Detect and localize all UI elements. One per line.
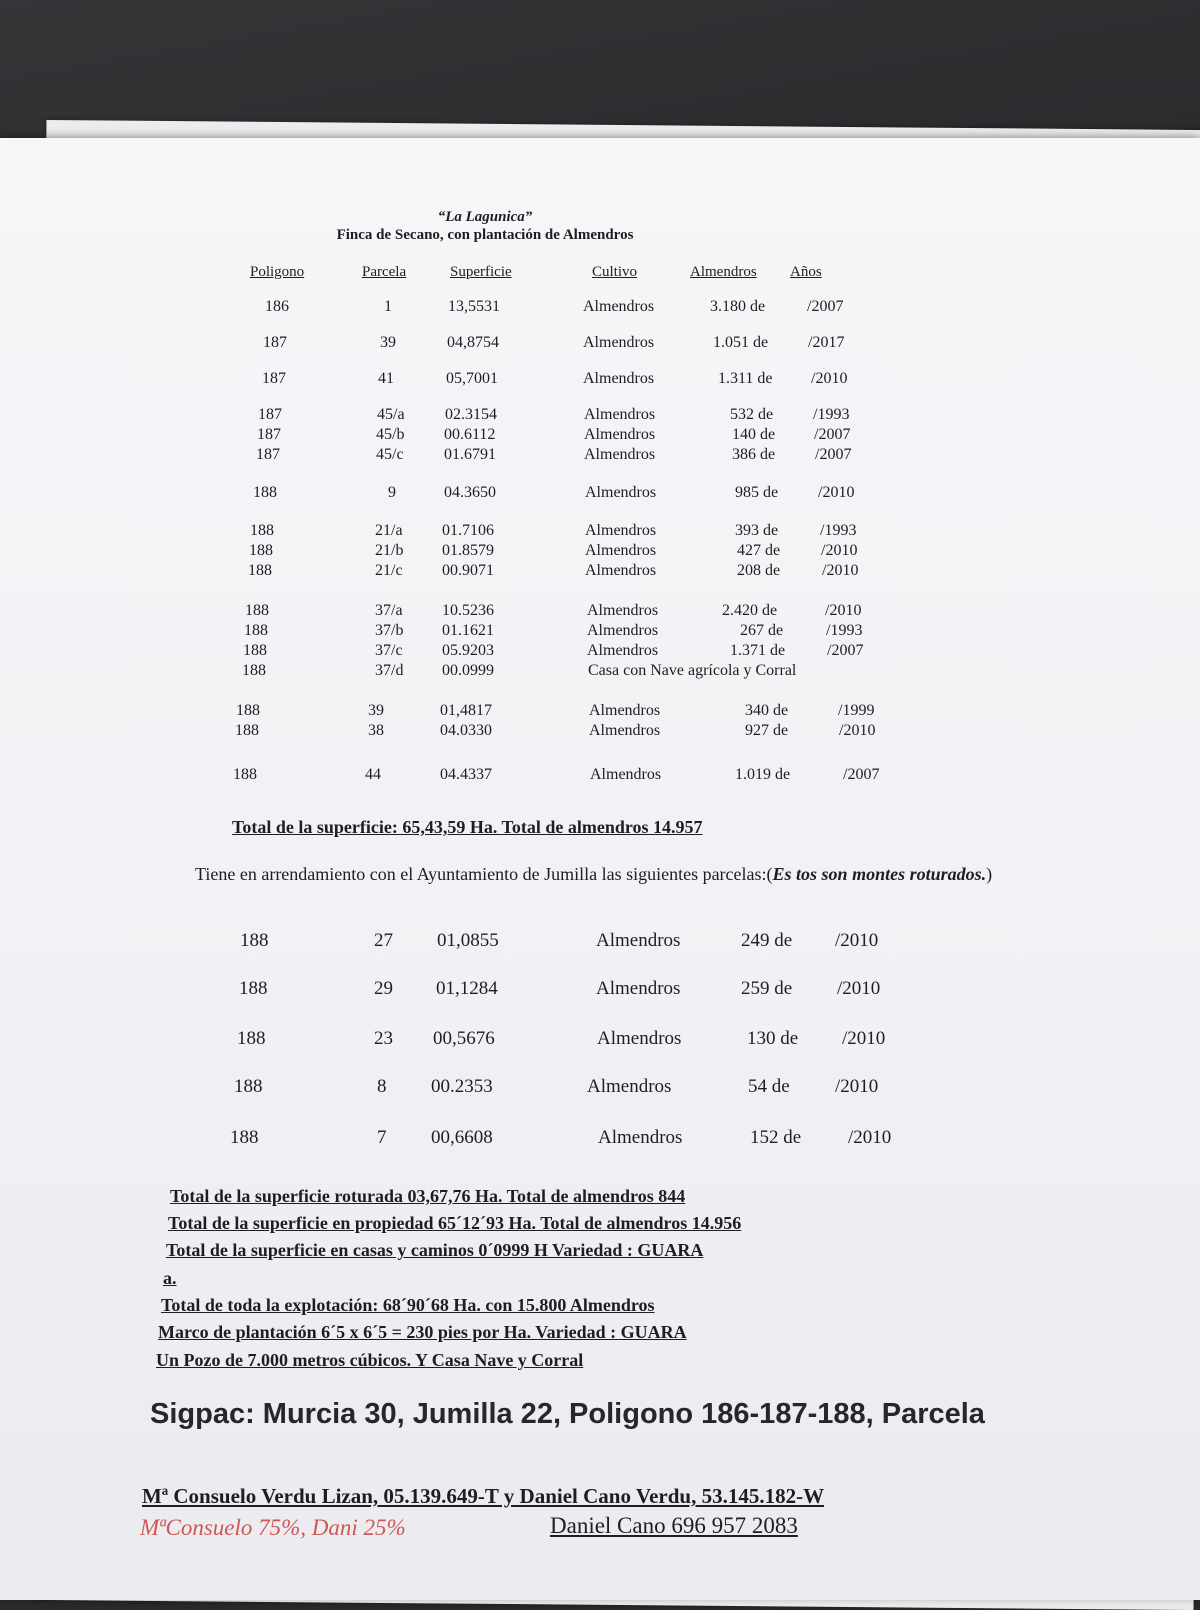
table-row [0,1028,1200,1050]
cell-ano: /2007 [807,298,844,315]
header-cultivo: Cultivo [592,264,638,280]
cell-poligono: 188 [230,1127,259,1148]
handwritten-share-note: MªConsuelo 75%, Dani 25% [140,1515,406,1540]
cell-parcela: 38 [368,722,384,739]
cell-poligono: 188 [233,766,257,783]
cell-superficie: 01,0855 [437,930,499,951]
table-row [0,406,1200,428]
cell-parcela: 23 [374,1028,393,1049]
header-parcela: Parcela [362,264,407,280]
cell-almendros: 985 de [735,484,779,501]
cell-almendros: 3.180 de [710,298,766,315]
cell-parcela: 45/b [376,426,405,443]
cell-superficie: 01,4817 [440,702,492,719]
cell-almendros: 54 de [748,1076,790,1097]
cell-parcela: 27 [374,930,393,951]
farm-name: “La Lagunica” [437,209,533,225]
cell-ano: /2010 [848,1127,892,1148]
cell-poligono: 188 [245,602,269,619]
cell-almendros: 427 de [737,542,781,559]
cell-poligono: 186 [265,298,289,315]
cell-cultivo: Almendros [590,766,662,783]
cell-ano: /2010 [818,484,855,501]
cell-poligono: 188 [234,1076,263,1097]
table-row [0,522,1200,544]
table-row [0,446,1200,468]
lease-intro-end: ) [986,864,993,884]
cell-superficie: 02.3154 [445,406,497,423]
cell-almendros: 152 de [750,1127,802,1148]
cell-parcela: 7 [377,1127,387,1148]
cell-almendros: 386 de [732,446,776,463]
cell-cultivo: Almendros [589,722,661,739]
cell-ano: /2010 [839,722,876,739]
cell-poligono: 188 [248,562,272,579]
header-almendros: Almendros [690,264,757,280]
cell-ano: /1999 [838,702,875,719]
table-row [0,642,1200,664]
header-superficie: Superficie [450,264,512,280]
table-row [0,298,1200,320]
cell-almendros: 927 de [745,722,789,739]
cell-cultivo: Almendros [598,1127,683,1148]
cell-superficie: 01.7106 [442,522,494,539]
cell-superficie: 04,8754 [447,334,499,351]
owners-line: Mª Consuelo Verdu Lizan, 05.139.649-T y Daniel Cano Verdu, 53.145.182-W [142,1484,825,1508]
table-header [250,264,850,284]
cell-superficie: 13,5531 [448,298,500,315]
cell-poligono: 188 [240,930,269,951]
cell-parcela: 37/b [375,622,404,639]
cell-cultivo: Almendros [585,484,657,501]
cell-cultivo: Almendros [585,522,657,539]
sigpac-reference: Sigpac: Murcia 30, Jumilla 22, Poligono 186-187-188, Parcela [150,1398,985,1430]
cell-almendros: 532 de [730,406,774,423]
table-row [0,484,1200,506]
cell-cultivo: Almendros [587,642,659,659]
table-row [0,426,1200,448]
cell-superficie: 01.8579 [442,542,494,559]
cell-ano: /2010 [835,1076,879,1097]
document-title [300,208,670,244]
header-poligono: Poligono [250,264,305,280]
cell-ano: /2010 [811,370,848,387]
cell-cultivo: Almendros [587,1076,672,1097]
table-row [0,562,1200,584]
cell-poligono: 188 [244,622,268,639]
cell-cultivo: Almendros [584,426,656,443]
cell-poligono: 187 [256,446,280,463]
cell-ano: /2007 [843,766,880,783]
cell-superficie: 05.9203 [442,642,494,659]
cell-almendros: 208 de [737,562,781,579]
cell-cultivo: Almendros [585,542,657,559]
table-row [0,722,1200,744]
table-row [0,622,1200,644]
summary-line: Total de la superficie roturada 03,67,76 Ha. Total de almendros 844 [170,1186,686,1206]
table-row [0,1127,1200,1149]
cell-almendros: 2.420 de [722,602,778,619]
cell-ano: /2007 [814,426,851,443]
cell-ano: /2010 [825,602,862,619]
cell-superficie: 00,5676 [433,1028,495,1049]
table-row [0,334,1200,356]
cell-cultivo: Almendros [584,446,656,463]
cell-poligono: 187 [258,406,282,423]
table-row [0,978,1200,1000]
cell-parcela: 37/a [375,602,403,619]
cell-parcela: 37/c [375,642,403,659]
table-row [0,662,1200,684]
table-row [0,542,1200,564]
cell-cultivo: Almendros [584,406,656,423]
cell-ano: /2007 [815,446,852,463]
cell-almendros: 340 de [745,702,789,719]
table-row [0,370,1200,392]
cell-ano: /2010 [821,542,858,559]
cell-cultivo: Casa con Nave agrícola y Corral [588,662,797,679]
header-anos: Años [790,264,822,280]
cell-poligono: 188 [239,978,268,999]
cell-almendros: 393 de [735,522,779,539]
cell-superficie: 00.2353 [431,1076,493,1097]
cell-almendros: 1.019 de [735,766,791,783]
cell-superficie: 04.4337 [440,766,492,783]
cell-poligono: 188 [253,484,277,501]
cell-superficie: 05,7001 [446,370,498,387]
cell-parcela: 39 [380,334,396,351]
cell-superficie: 01,1284 [436,978,498,999]
cell-almendros: 259 de [741,978,793,999]
lease-intro-italic: Es tos son montes roturados. [772,864,987,884]
summary-line: Marco de plantación 6´5 x 6´5 = 230 pies por Ha. Variedad : GUARA [158,1322,687,1342]
cell-parcela: 9 [388,484,396,501]
cell-poligono: 187 [262,370,286,387]
table-row [0,766,1200,788]
summary-line: Un Pozo de 7.000 metros cúbicos. Y Casa Nave y Corral [156,1350,584,1370]
cell-parcela: 41 [378,370,394,387]
cell-superficie: 00.6112 [444,426,496,443]
cell-poligono: 188 [242,662,266,679]
cell-parcela: 45/c [376,446,404,463]
cell-almendros: 1.371 de [730,642,786,659]
cell-poligono: 188 [243,642,267,659]
cell-superficie: 00,6608 [431,1127,493,1148]
summary-line: Total de toda la explotación: 68´90´68 Ha. con 15.800 Almendros [161,1295,655,1315]
cell-poligono: 188 [235,722,259,739]
cell-almendros: 140 de [732,426,776,443]
cell-parcela: 21/b [375,542,404,559]
cell-poligono: 188 [250,522,274,539]
cell-cultivo: Almendros [583,334,655,351]
cell-poligono: 187 [263,334,287,351]
cell-parcela: 1 [384,298,392,315]
farm-subtitle: Finca de Secano, con plantación de Almendros [336,227,634,243]
cell-parcela: 39 [368,702,384,719]
cell-poligono: 188 [237,1028,266,1049]
cell-ano: /1993 [820,522,857,539]
cell-almendros: 267 de [740,622,784,639]
summary-line: Total de la superficie en casas y caminos 0´0999 H Variedad : GUARA [166,1240,704,1260]
lease-intro [195,862,995,886]
table-row [0,930,1200,952]
cell-parcela: 45/a [377,406,405,423]
cell-superficie: 04.0330 [440,722,492,739]
cell-cultivo: Almendros [585,562,657,579]
cell-cultivo: Almendros [587,622,659,639]
cell-parcela: 21/a [375,522,403,539]
cell-superficie: 01.6791 [444,446,496,463]
table-row [0,702,1200,724]
total-property-line: Total de la superficie: 65,43,59 Ha. Total de almendros 14.957 [232,817,703,837]
cell-parcela: 37/d [375,662,404,679]
cell-almendros: 1.311 de [718,370,773,387]
lease-intro-text: Tiene en arrendamiento con el Ayuntamiento de Jumilla las siguientes parcelas:( [195,864,773,884]
cell-parcela: 21/c [375,562,403,579]
cell-ano: /2010 [835,930,879,951]
cell-parcela: 29 [374,978,393,999]
cell-cultivo: Almendros [596,930,681,951]
cell-ano: /1993 [813,406,850,423]
cell-ano: /1993 [826,622,863,639]
table-row [0,1076,1200,1098]
cell-ano: /2010 [842,1028,886,1049]
cell-cultivo: Almendros [597,1028,682,1049]
summary-line: Total de la superficie en propiedad 65´12´93 Ha. Total de almendros 14.956 [168,1213,742,1233]
cell-almendros: 130 de [747,1028,799,1049]
cell-superficie: 01.1621 [442,622,494,639]
cell-cultivo: Almendros [583,370,655,387]
cell-superficie: 00.0999 [442,662,494,679]
cell-ano: /2007 [827,642,864,659]
cell-superficie: 04.3650 [444,484,496,501]
cell-cultivo: Almendros [583,298,655,315]
cell-ano: /2010 [837,978,881,999]
cell-cultivo: Almendros [589,702,661,719]
cell-superficie: 00.9071 [442,562,494,579]
cell-poligono: 188 [236,702,260,719]
cell-parcela: 8 [377,1076,387,1097]
cell-ano: /2017 [808,334,845,351]
cell-almendros: 1.051 de [713,334,769,351]
cell-cultivo: Almendros [596,978,681,999]
cell-cultivo: Almendros [587,602,659,619]
table-row [0,602,1200,624]
cell-parcela: 44 [365,766,381,783]
cell-poligono: 187 [257,426,281,443]
cell-almendros: 249 de [741,930,793,951]
cell-poligono: 188 [249,542,273,559]
cell-ano: /2010 [822,562,859,579]
contact-phone: Daniel Cano 696 957 2083 [550,1513,798,1538]
summary-line: a. [163,1268,177,1288]
cell-superficie: 10.5236 [442,602,494,619]
